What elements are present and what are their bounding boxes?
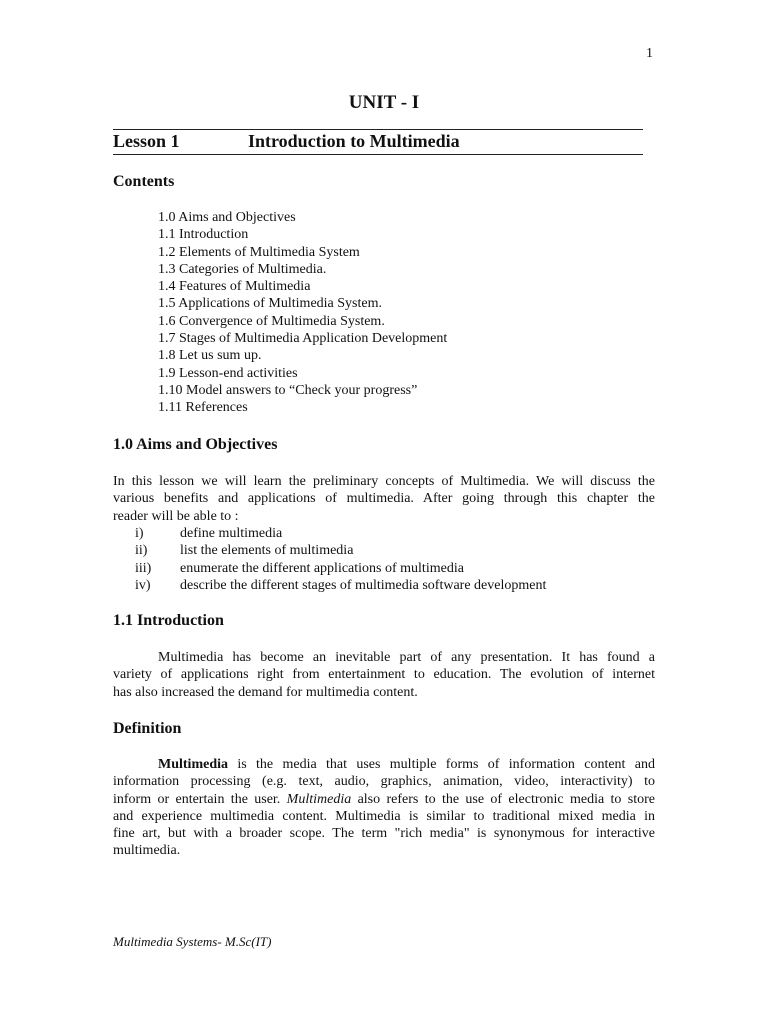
toc-item: 1.0 Aims and Objectives (158, 210, 296, 225)
paragraph-line: various benefits and applications of multimedia. After going through this chapter the (113, 491, 655, 507)
paragraph-line: Multimedia has become an inevitable part of any presentation. It has found a (158, 650, 655, 665)
objectives-list (135, 525, 546, 594)
lesson-label: Lesson 1 (113, 131, 180, 151)
page-number: 1 (646, 46, 653, 61)
toc-item: 1.11 References (158, 400, 248, 416)
paragraph-line: variety of applications right from entertainment to education. The evolution of internet (113, 667, 655, 683)
list-text: list the elements of multimedia (180, 543, 354, 559)
text-span: also refers to the use of electronic media to store (351, 791, 655, 807)
toc-item: 1.9 Lesson-end activities (158, 365, 298, 381)
toc-item: 1.6 Convergence of Multimedia System. (158, 313, 385, 329)
list-text: enumerate the different applications of multimedia (180, 560, 464, 576)
list-item (135, 542, 546, 559)
paragraph-line: In this lesson we will learn the preliminary concepts of Multimedia. We will discuss the (113, 474, 655, 489)
paragraph-line: and experience multimedia content. Multimedia is similar to traditional mixed media in (113, 808, 655, 824)
introduction-paragraph (113, 649, 655, 701)
paragraph-line (113, 791, 655, 808)
definition-heading: Definition (113, 720, 182, 737)
definition-paragraph (113, 756, 655, 860)
unit-title: UNIT - I (348, 92, 420, 113)
text-span: inform or entertain the user. (113, 791, 287, 807)
top-rule (113, 129, 643, 130)
toc-item: 1.5 Applications of Multimedia System. (158, 296, 382, 312)
list-text: describe the different stages of multimedia software development (180, 577, 547, 593)
aims-heading: 1.0 Aims and Objectives (113, 436, 278, 453)
paragraph-line: fine art, but with a broader scope. The term "rich media" is synonymous for interactive (113, 826, 655, 842)
list-item (135, 560, 546, 577)
toc-item: 1.3 Categories of Multimedia. (158, 261, 327, 277)
lesson-header (113, 131, 460, 152)
toc-item: 1.8 Let us sum up. (158, 348, 262, 364)
term-multimedia-italic: Multimedia (286, 791, 352, 807)
list-item (135, 577, 546, 594)
list-number: ii) (135, 543, 148, 559)
toc-item: 1.10 Model answers to “Check your progress” (158, 382, 418, 398)
list-number: iii) (135, 560, 152, 576)
lesson-title: Introduction to Multimedia (248, 131, 460, 151)
term-multimedia: Multimedia (158, 757, 228, 772)
list-number: i) (135, 526, 144, 541)
paragraph-line: has also increased the demand for multimedia content. (113, 684, 418, 700)
paragraph-line: multimedia. (113, 843, 181, 859)
contents-heading: Contents (113, 173, 175, 190)
table-of-contents (158, 209, 447, 417)
list-item (135, 525, 546, 542)
paragraph-line: information processing (e.g. text, audio, graphics, animation, video, interactivity) to (113, 774, 655, 790)
toc-item: 1.7 Stages of Multimedia Application Development (158, 331, 448, 347)
paragraph-line: reader will be able to : (113, 508, 239, 524)
list-text: define multimedia (180, 526, 283, 541)
toc-item: 1.4 Features of Multimedia (158, 279, 311, 295)
aims-intro-paragraph (113, 473, 655, 525)
paragraph-line (113, 756, 655, 773)
introduction-heading: 1.1 Introduction (113, 612, 224, 629)
toc-item: 1.2 Elements of Multimedia System (158, 244, 360, 260)
bottom-rule (113, 154, 643, 155)
list-number: iv) (135, 577, 151, 593)
text-span: is the media that uses multiple forms of information content and (228, 757, 655, 772)
page-footer: Multimedia Systems- M.Sc(IT) (113, 934, 272, 949)
toc-item: 1.1 Introduction (158, 227, 249, 243)
